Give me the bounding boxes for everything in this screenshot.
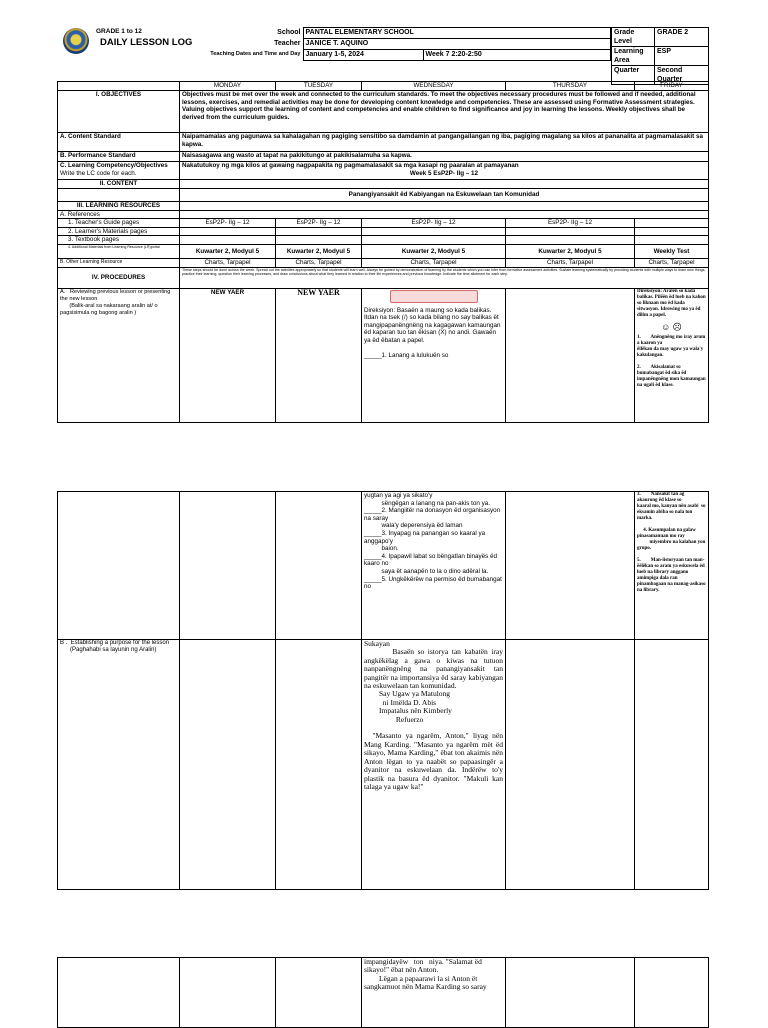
lesson-log-table-page3 bbox=[57, 957, 709, 1028]
step-a-monday: NEW YAER bbox=[180, 288, 276, 422]
dates-value: January 1-5, 2024 bbox=[303, 50, 423, 61]
step-a-friday-continued: 3. Nansakit tan ag akaurong ëd klase so kaaral mo, kanyan nën asabi so eksamin abiba so nala ton marka. 4. Kasumpalan na galaw pinasamanuan mo ray miyembro na kalahan you grupo. 5. Man-iistoryaan tan man-ëëlëkan so aram ya eskuwela ëd lueb na library anggano amimpiga dala ran pinambagaan na manag-asikaso na library. bbox=[635, 492, 709, 640]
week-value: Week 7 2:20-2:50 bbox=[423, 50, 610, 61]
school-seal-logo bbox=[63, 28, 89, 54]
add-tuesday: Kuwarter 2, Modyul 5 bbox=[276, 244, 362, 258]
learning-resources-label: III. LEARNING RESOURCES bbox=[58, 202, 180, 211]
step-b-wednesday-continued: impangidayëw ton niya. "Salamat ëd sikayo!" ëbat nën Anton. Lëgan a papaarawi la si Anton ët sangkamuot nën Mama Karding so saray bbox=[362, 958, 506, 1028]
grade-range-label: GRADE 1 to 12 bbox=[96, 28, 142, 35]
objectives-label: I. OBJECTIVES bbox=[58, 91, 180, 133]
competency-text bbox=[180, 162, 709, 180]
step-a-label: A. Reviewing previous lesson or presenting the new lesson (Balik-aral sa nakaraang aralin at/ o pagsisimula ng bagong aralin ) bbox=[58, 288, 180, 422]
performance-standard-label: B. Performance Standard bbox=[58, 152, 180, 162]
other-monday: Charts, Tarpapel bbox=[180, 258, 276, 267]
objectives-text: Objectives must be met over the week and connected to the curriculum standards. To meet the objectives necessary procedures must be followed and if needed, additional lessons, exercises, and remedial activities may be done for developing content knowledge and competencies. These are assessed using Formative Assessment strategies. Valuing objectives support the learning of content and competencies and enable children to find significance and joy in learning the lessons. Weekly objectives shall be derived from the curriculum guides. bbox=[180, 91, 709, 133]
tg-monday: EsP2P- IIg – 12 bbox=[180, 219, 276, 228]
add-monday: Kuwarter 2, Modyul 5 bbox=[180, 244, 276, 258]
tg-wednesday: EsP2P- IIg – 12 bbox=[362, 219, 506, 228]
performance-standard-text: Naisasagawa ang wasto at tapat na pakikitungo at pakikisalamuha sa kapwa. bbox=[180, 152, 709, 162]
other-thursday: Charts, Tarpapel bbox=[506, 258, 635, 267]
competency-code: Week 5 EsP2P- IIg – 12 bbox=[409, 169, 479, 177]
step-a-wednesday bbox=[362, 288, 506, 422]
other-wednesday: Charts, Tarpapel bbox=[362, 258, 506, 267]
tg-thursday: EsP2P- IIg – 12 bbox=[506, 219, 635, 228]
dates-label: Teaching Dates and Time and Day bbox=[176, 50, 303, 61]
other-friday: Charts, Tarpapel bbox=[635, 258, 709, 267]
competency-description: Nakatutukoy ng mga kilos at gawaing nagpapakita ng pagmamalasakit sa mga kasapi ng paaralan at pamayanan bbox=[182, 162, 519, 169]
smile-frown-faces: ☺ ☹ bbox=[661, 321, 682, 332]
day-header-monday: MONDAY bbox=[180, 82, 276, 91]
quarter-label: Quarter bbox=[612, 66, 655, 85]
quarter-value: Second Quarter bbox=[655, 66, 709, 85]
step-b-wednesday: Sukayan Basaën so istorya tan kabatën iray angkëkëlag a gawa o kiwas na tutuon nanpanëngnëng na panangiyansakit tan pangitër na importansiya ëd saray kabiyangan na eskuwelaan tan komunidad. Say Ugaw ya Matulong ni Imëlda D. Abis Impatalus nën Kimberly Refuerzo "Masanto ya ngarëm, Anton," liyag nën Mang Karding. "Masanto ya ngarëm mët ëd sikayo, Mama Karding," ëbat ton akaimis nën Anton lëgan to ya naabët so papaasingër a dyanitor na eskuwelaan da. Indërëw to'y plastik na basura ëd dyanitor. "Makuli kan talaga ya ugaw ka!" bbox=[362, 640, 506, 890]
tg-friday bbox=[635, 219, 709, 228]
teacher-label: Teacher bbox=[176, 39, 303, 50]
learning-area-label: Learning Area bbox=[612, 47, 655, 66]
day-header-friday: FRIDAY bbox=[635, 82, 709, 91]
teacher-value: JANICE T. AQUINO bbox=[303, 39, 610, 50]
header-table bbox=[176, 27, 611, 61]
content-label: II. CONTENT bbox=[58, 180, 180, 189]
school-value: PANTAL ELEMENTARY SCHOOL bbox=[303, 28, 610, 39]
step-a-wednesday-text: Direksiyon: Basaën a maung so kada balikas. Itdan na tsek (/) so kada bilang no say balikas ët mangipapanëngnëng na kagagawan kamaungan ëd kaparan tuo tan ëkisan (X) no andi. Gawaën ya ëd ëbatan a papel. _____1. Lanang a lulukuën so bbox=[364, 306, 501, 360]
references-label: A. References bbox=[58, 210, 180, 219]
header-right-table bbox=[611, 27, 709, 85]
add-wednesday: Kuwarter 2, Modyul 5 bbox=[362, 244, 506, 258]
competency-label bbox=[58, 162, 180, 180]
competency-label-line2: Write the LC code for each. bbox=[60, 169, 137, 177]
content-standard-label: A. Content Standard bbox=[58, 133, 180, 152]
step-a-wednesday-continued: yugtan ya agi ya sikato'y sëngëgan a lanang na pan-akis ton ya. _____2. Mangiitër na donasyon ëd organisasyon na saray wala'y deperensiya ëd laman _____3. Inyapag na panangan so kaaral ya anggapo'y baion. _____4. Ipapawil labat so bëngatlan binayës ëd kaaro no saya ët aanapën to la o dino adëral la. _____5. Ungkëkërëw na permiso ëd bumabangat no bbox=[362, 492, 506, 640]
learning-area-value: ESP bbox=[655, 47, 709, 66]
procedures-note: These steps should be done across the week. Spread out the activities appropriately so that students will learn well. Always be guided by demonstration of learning by the students which you can infer from formative assessment activities. Sustain learning systematically by providing students with multiple ways to learn new things, practice their learning, question their learning processes, and draw conclusions about what they learned in relation to their life experiences and previous knowledge. Indicate the time allotment for each step. bbox=[180, 267, 709, 288]
add-thursday: Kuwarter 2, Modyul 5 bbox=[506, 244, 635, 258]
doc-title: DAILY LESSON LOG bbox=[100, 37, 193, 48]
competency-label-line1: C. Learning Competency/Objectives bbox=[60, 162, 168, 169]
content-text: Panangiyansakit ëd Kabiyangan na Eskuwelaan tan Komunidad bbox=[180, 189, 709, 202]
worksheet-banner bbox=[390, 290, 478, 303]
lesson-log-table-page2 bbox=[57, 491, 709, 890]
school-label: School bbox=[176, 28, 303, 39]
other-tuesday: Charts, Tarpapel bbox=[276, 258, 362, 267]
day-header-wednesday: WEDNESDAY bbox=[362, 82, 506, 91]
teachers-guide-label: 1. Teacher's Guide pages bbox=[58, 219, 180, 228]
content-standard-text: Naipamamalas ang pagunawa sa kahalagahan ng pagiging sensitibo sa damdamin at pangangailangan ng iba, pagiging magalang sa kilos at pananalita at pagmamalasakit sa kapwa. bbox=[180, 133, 709, 152]
lesson-log-table bbox=[57, 81, 709, 423]
procedures-label: IV. PROCEDURES bbox=[58, 267, 180, 288]
add-friday: Weekly Test bbox=[635, 244, 709, 258]
textbook-pages-label: 3. Textbook pages bbox=[58, 236, 180, 245]
day-header-thursday: THURSDAY bbox=[506, 82, 635, 91]
step-a-friday bbox=[635, 288, 709, 422]
day-header-tuesday: TUESDAY bbox=[276, 82, 362, 91]
grade-level-value: GRADE 2 bbox=[655, 28, 709, 47]
grade-level-label: Grade Level bbox=[612, 28, 655, 47]
step-b-label: B . Establishing a purpose for the lesson (Paghahabi sa layunin ng Aralin) bbox=[58, 640, 180, 890]
additional-materials-label: 4. Additional Materials from Learning Resource (LR)portal bbox=[58, 244, 180, 258]
other-resource-label: B. Other Learning Resource bbox=[58, 258, 180, 267]
step-a-tuesday: NEW YAER bbox=[276, 288, 362, 422]
tg-tuesday: EsP2P- IIg – 12 bbox=[276, 219, 362, 228]
learners-materials-label: 2. Learner's Materials pages bbox=[58, 227, 180, 236]
step-a-friday-directions: Direksiyon: Aralën so kada balikas. Pilëën ëd lueb na kahon so liknaan mo ëd kada sitwasyon. Idrowing mo ya ëd dilim a papel. bbox=[637, 288, 706, 318]
step-a-friday-items: 1. Anëngnëng mo iray arum a kaaron ya ëilëkan da may ugaw ya wala'y kakulangan. 2. Akisalamat so bumabangat ëd sika ëd impanëngnëng mon kamaungan na ugali ëd klase. bbox=[637, 334, 706, 388]
